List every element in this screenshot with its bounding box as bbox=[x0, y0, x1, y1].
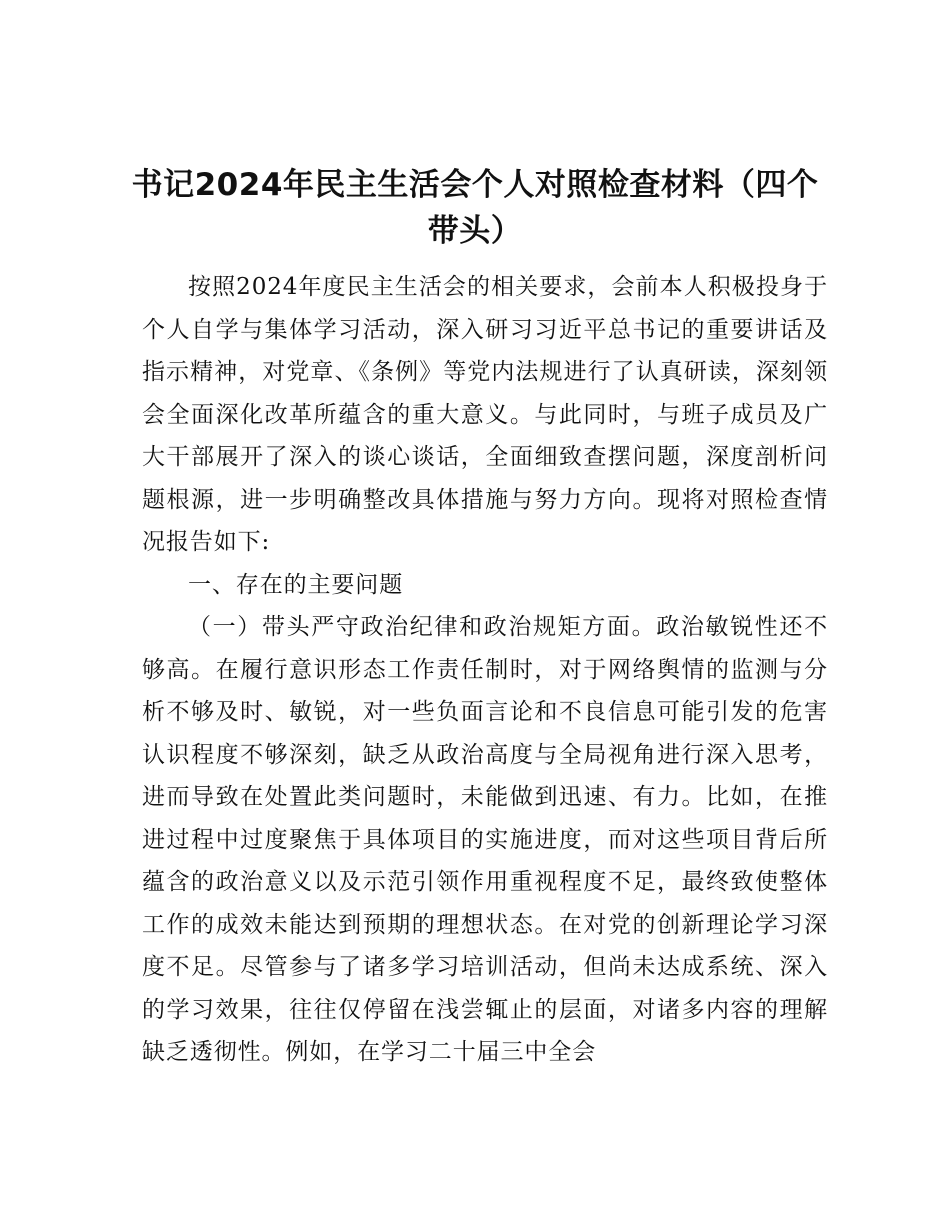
section-heading-main-problems: 一、存在的主要问题 bbox=[188, 571, 404, 598]
problem-paragraph-political-discipline: （一）带头严守政治纪律和政治规矩方面。政治敏锐性还不够高。在履行意识形态工作责任制时，对于网络舆情的监测与分析不够及时、敏锐，对一些负面言论和不良信息可能引发的危害认识程度不够深刻，缺乏从政治高度与全局视角进行深入思考，进而导致在处置此类问题时，未能做到迅速、有力。比如，在推进过程中过度聚焦于具体项目的实施进度，而对这些项目背后所蕴含的政治意义以及示范引领作用重视程度不足，最终致使整体工作的成效未能达到预期的理想状态。在对党的创新理论学习深度不足。尽管参与了诸多学习培训活动，但尚未达成系统、深入的学习效果，往往仅停留在浅尝辄止的层面，对诸多内容的理解缺乏透彻性。例如，在学习二十届三中全会 bbox=[142, 614, 828, 1065]
document-title: 书记2024年民主生活会个人对照检查材料（四个带头） bbox=[131, 167, 819, 249]
document-body bbox=[142, 266, 828, 1074]
intro-paragraph: 按照2024年度民主生活会的相关要求，会前本人积极投身于个人自学与集体学习活动，深入研习习近平总书记的重要讲话及指示精神，对党章、《条例》等党内法规进行了认真研读，深刻领会全面深化改革所蕴含的重大意义。与此同时，与班子成员及广大干部展开了深入的谈心谈话，全面细致查摆问题，深度剖析问题根源，进一步明确整改具体措施与努力方向。现将对照检查情况报告如下: bbox=[142, 274, 828, 555]
